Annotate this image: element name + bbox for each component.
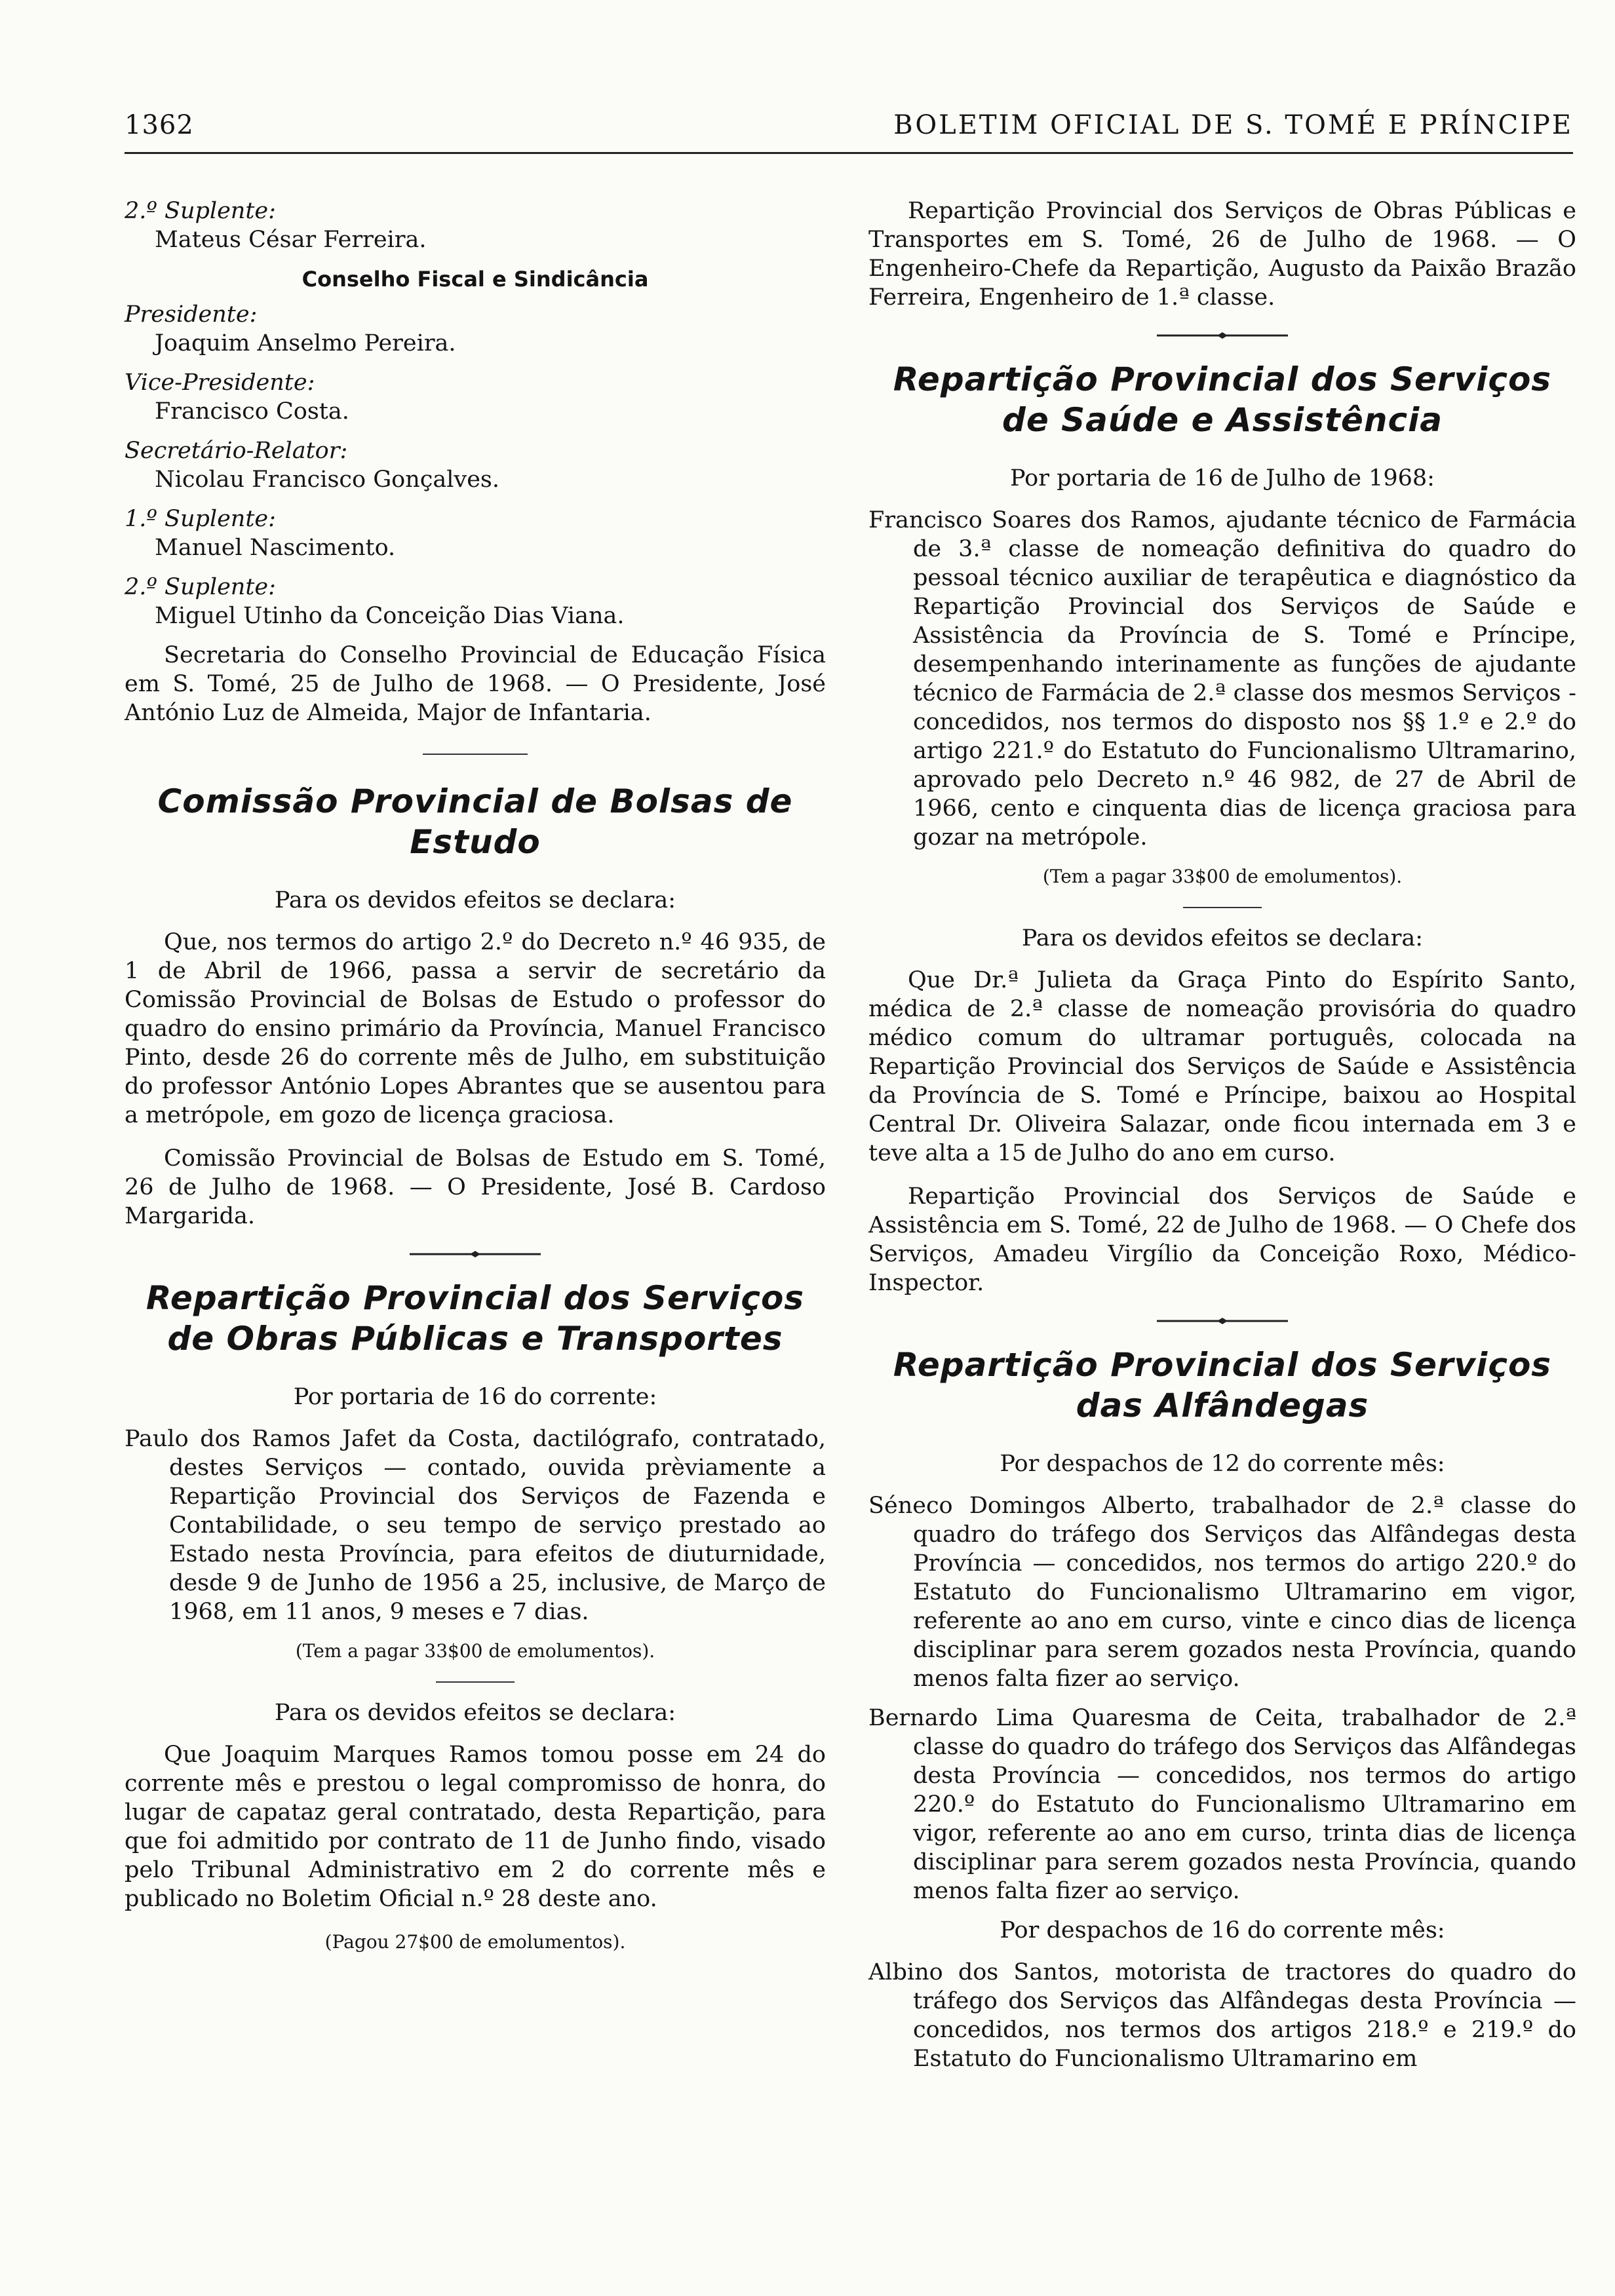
saude-intro-2: Para os devidos efeitos se declara:: [1021, 925, 1424, 951]
page-header: [125, 110, 1573, 156]
section-divider: [423, 754, 528, 755]
section-divider-ornament: [1157, 1316, 1288, 1326]
left-column: [125, 197, 826, 1970]
bolsas-body: Que, nos termos do artigo 2.º do Decreto n.º 46 935, de 1 de Abril de 1966, passa a servir de secretário da Comissão Provincial de Bolsas de Estudo o professor do quadro do ensino primário da Província, Manuel Francisco Pinto, desde 26 do corrente mês de Julho, em substituição do professor António Lopes Abrantes que se ausentou para a metrópole, em gozo de licença graciosa.: [125, 929, 826, 1128]
suplente-2b-name: Miguel Utinho da Conceição Dias Viana.: [155, 603, 625, 629]
obras-heading: Repartição Provincial dos Serviços de Obras Públicas e Transportes: [146, 1279, 805, 1358]
suplente-2-label: 2.º Suplente:: [125, 198, 276, 224]
suplente-2b-label: 2.º Suplente:: [125, 574, 276, 600]
section-divider-ornament: [410, 1249, 541, 1259]
saude-heading: Repartição Provincial dos Serviços de Saúde e Assistência: [893, 360, 1552, 439]
alfandegas-body-1: Séneco Domingos Alberto, trabalhador de 2.ª classe do quadro do tráfego dos Serviços das Alfândegas desta Província — concedidos, nos termos do artigo 220.º do Estatuto do Funcionalismo Ultramarino em vigor, referente ao ano em curso, vinte e cinco dias de licença disciplinar para serem gozados nesta Província, quando menos falta fizer ao serviço.: [868, 1493, 1576, 1692]
bolsas-signature: Comissão Provincial de Bolsas de Estudo em S. Tomé, 26 de Julho de 1968. — O Presidente, José B. Cardoso Margarida.: [125, 1145, 826, 1229]
obras-body: Paulo dos Ramos Jafet da Costa, dactilógrafo, contratado, destes Serviços — contado, ouvida prèviamente a Repartição Provincial dos Serviços de Fazenda e Contabilidade, o seu tempo de serviço prestado ao Estado nesta Província, para efeitos de diuturnidade, desde 9 de Junho de 1956 a 25, inclusive, de Março de 1968, em 11 anos, 9 meses e 7 dias.: [125, 1426, 826, 1625]
saude-intro: Por portaria de 16 de Julho de 1968:: [1010, 465, 1435, 491]
obras-fee-2: (Pagou 27$00 de emolumentos).: [324, 1931, 626, 1953]
obras-body-2: Que Joaquim Marques Ramos tomou posse em 24 do corrente mês e prestou o legal compromisso de honra, do lugar de capataz geral contratado, desta Repartição, para que foi admitido por contrato de 11 de Junho findo, visado pelo Tribunal Administrativo em 2 do corrente mês e publicado no Boletim Oficial n.º 28 deste ano.: [125, 1742, 826, 1912]
saude-fee: (Tem a pagar 33$00 de emolumentos).: [1042, 866, 1403, 887]
suplente-1-name: Manuel Nascimento.: [155, 535, 396, 561]
section-divider: [1183, 907, 1262, 908]
obras-fee: (Tem a pagar 33$00 de emolumentos).: [295, 1640, 655, 1662]
right-column: [868, 197, 1576, 2084]
council-signature: Secretaria do Conselho Provincial de Educação Física em S. Tomé, 25 de Julho de 1968. — O Presidente, José António Luz de Almeida, Major de Infantaria.: [125, 642, 826, 726]
bolsas-heading: Comissão Provincial de Bolsas de Estudo: [157, 782, 793, 861]
obras-intro-2: Para os devidos efeitos se declara:: [274, 1700, 676, 1726]
alfandegas-intro-2: Por despachos de 16 do corrente mês:: [1000, 1917, 1445, 1943]
section-divider-ornament: [1157, 330, 1288, 341]
secretary-label: Secretário-Relator:: [125, 438, 348, 464]
page-number: 1362: [125, 110, 194, 140]
secretary-name: Nicolau Francisco Gonçalves.: [155, 467, 500, 493]
suplente-1-label: 1.º Suplente:: [125, 506, 276, 532]
vice-president-name: Francisco Costa.: [155, 398, 349, 425]
council-heading: Conselho Fiscal e Sindicância: [302, 267, 649, 292]
obras-signature: Repartição Provincial dos Serviços de Obras Públicas e Transportes em S. Tomé, 26 de Julho de 1968. — O Engenheiro-Chefe da Repartição, Augusto da Paixão Brazão Ferreira, Engenheiro de 1.ª classe.: [868, 198, 1576, 311]
saude-signature: Repartição Provincial dos Serviços de Saúde e Assistência em S. Tomé, 22 de Julho de 1968. — O Chefe dos Serviços, Amadeu Virgílio da Conceição Roxo, Médico-Inspector.: [868, 1183, 1576, 1296]
obras-intro: Por portaria de 16 do corrente:: [293, 1384, 657, 1410]
saude-body: Francisco Soares dos Ramos, ajudante técnico de Farmácia de 3.ª classe de nomeação definitiva do quadro do pessoal técnico auxiliar de terapêutica e diagnóstico da Repartição Provincial dos Serviços de Saúde e Assistência da Província de S. Tomé e Príncipe, desempenhando interinamente as funções de ajudante técnico de Farmácia de 2.ª classe dos mesmos Serviços - concedidos, nos termos do disposto nos §§ 1.º e 2.º do artigo 221.º do Estatuto do Funcionalismo Ultramarino, aprovado pelo Decreto n.º 46 982, de 27 de Abril de 1966, cento e cinquenta dias de licença graciosa para gozar na metrópole.: [868, 507, 1576, 851]
alfandegas-heading: Repartição Provincial dos Serviços das Alfândegas: [893, 1346, 1552, 1425]
section-divider: [436, 1681, 515, 1683]
saude-body-2: Que Dr.ª Julieta da Graça Pinto do Espírito Santo, médica de 2.ª classe de nomeação provisória do quadro médico comum do ultramar português, colocada na Repartição Provincial dos Serviços de Saúde e Assistência da Província de S. Tomé e Príncipe, baixou ao Hospital Central Dr. Oliveira Salazar, onde ficou internada em 3 e teve alta a 15 de Julho do ano em curso.: [868, 967, 1576, 1166]
alfandegas-body-2: Bernardo Lima Quaresma de Ceita, trabalhador de 2.ª classe do quadro do tráfego dos Serviços das Alfândegas desta Província — concedidos, nos termos do artigo 220.º do Estatuto do Funcionalismo Ultramarino em vigor, referente ao ano em curso, trinta dias de licença disciplinar para serem gozados nesta Província, quando menos falta fizer ao serviço.: [868, 1705, 1576, 1904]
alfandegas-intro: Por despachos de 12 do corrente mês:: [1000, 1451, 1445, 1477]
alfandegas-body-3: Albino dos Santos, motorista de tractores do quadro do tráfego dos Serviços das Alfândegas desta Província — concedidos, nos termos dos artigos 218.º e 219.º do Estatuto do Funcionalismo Ultramarino em: [868, 1959, 1576, 2072]
header-rule: [125, 152, 1573, 154]
bolsas-intro: Para os devidos efeitos se declara:: [274, 887, 676, 913]
president-name: Joaquim Anselmo Pereira.: [155, 330, 456, 356]
vice-president-label: Vice-Presidente:: [125, 370, 315, 396]
publication-title: BOLETIM OFICIAL DE S. TOMÉ E PRÍNCIPE: [893, 110, 1573, 140]
suplente-2-name: Mateus César Ferreira.: [155, 227, 427, 253]
president-label: Presidente:: [125, 301, 258, 328]
